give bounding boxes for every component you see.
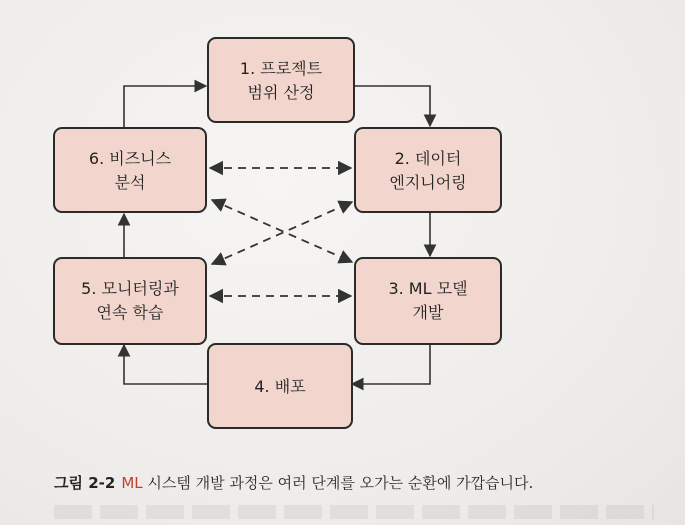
dashed-edge-6-3 [212,200,352,262]
svg-text:범위 산정: 범위 산정 [247,83,315,102]
svg-text:6. 비즈니스: 6. 비즈니스 [88,149,172,168]
svg-text:엔지니어링: 엔지니어링 [389,173,467,192]
svg-text:1. 프로젝트: 1. 프로젝트 [239,59,323,78]
figure-label: 그림 2-2 [54,474,116,492]
svg-text:5. 모니터링과: 5. 모니터링과 [81,279,179,298]
node-monitoring-continual-learning [54,258,206,344]
svg-text:연속 학습: 연속 학습 [96,303,164,322]
node-deployment [208,344,352,428]
svg-text:3. ML 모델: 3. ML 모델 [388,279,468,298]
svg-text:2. 데이터: 2. 데이터 [394,149,462,168]
node-data-engineering [355,128,501,212]
svg-text:4. 배포: 4. 배포 [254,377,306,396]
edge-6-to-1 [124,86,206,128]
node-ml-model-development [355,258,501,344]
figure-caption [54,472,654,493]
svg-text:개발: 개발 [412,303,444,322]
edge-3-to-4 [352,344,430,384]
node-business-analysis [54,128,206,212]
svg-text:분석: 분석 [114,173,146,192]
caption-accent: ML [121,474,143,492]
caption-text: 시스템 개발 과정은 여러 단계를 오가는 순환에 가깝습니다. [142,474,534,492]
node-project-scoping [208,38,354,122]
edge-4-to-5 [124,345,208,384]
bleed-through-text [54,505,654,519]
dashed-edge-5-2 [212,202,352,264]
edge-1-to-2 [355,86,430,126]
